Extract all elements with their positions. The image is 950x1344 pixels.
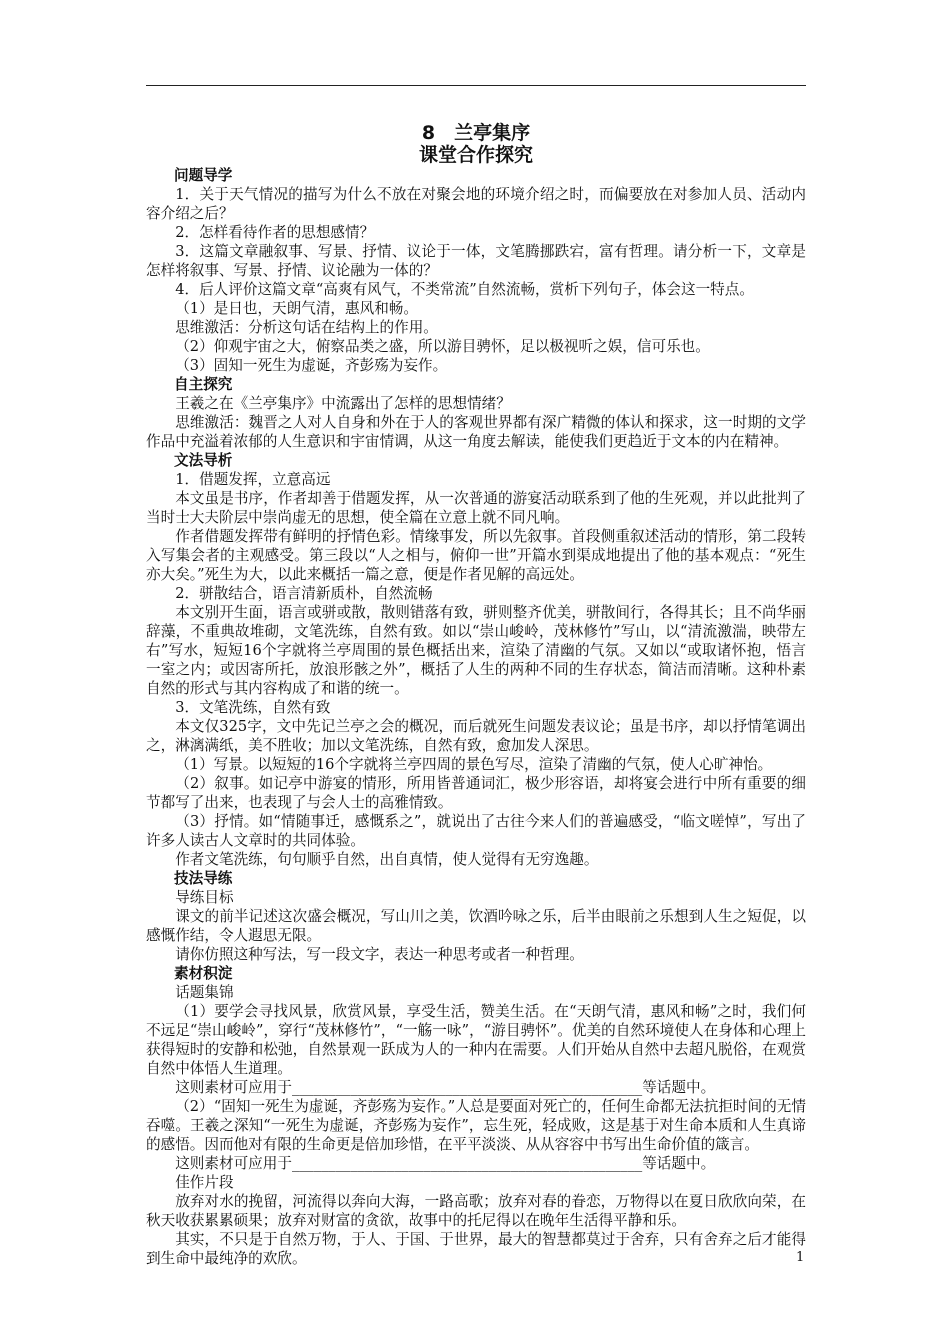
section-heading: 问题导学 <box>174 167 233 184</box>
paragraph: 导练目标 <box>175 889 234 906</box>
paragraph: 3．文笔洗练，自然有致 <box>175 699 331 716</box>
paragraph: 思维激活：魏晋之人对人自身和外在于人的客观世界都有深广精微的体认和探求，这一时期的文学作品中充溢着浓郁的人生意识和宇宙情调，从这一角度去解读，能使我们更趋近于文本的内在精神。 <box>146 414 806 450</box>
paragraph: （2）仰观宇宙之大，俯察品类之盛，所以游目骋怀，足以极视听之娱，信可乐也。 <box>175 338 710 355</box>
title-number: 8 兰亭集序 <box>421 122 531 144</box>
paragraph: （2）“固知一死生为虚诞，齐彭殇为妄作。”人总是要面对死亡的，任何生命都无法抗拒时间的无情吞噬。王羲之深知“一死生为虚诞，齐彭殇为妄作”，忘生死，轻成败，这是基于对生命本质和人生真谛的感悟。因而他对有限的生命更是倍加珍惜，在平平淡淡、从从容容中书写出生命价值的箴言。 <box>146 1098 806 1153</box>
header-rule <box>146 85 806 86</box>
paragraph: 佳作片段 <box>175 1174 234 1191</box>
section-heading: 技法导练 <box>174 870 233 887</box>
paragraph: （3）固知一死生为虚诞，齐彭殇为妄作。 <box>175 357 448 374</box>
paragraph: 作者文笔洗练，句句顺乎自然，出自真情，使人觉得有无穷逸趣。 <box>175 851 599 868</box>
section-heading: 自主探究 <box>174 376 233 393</box>
document-page <box>146 122 806 1268</box>
paragraph: （2）叙事。如记亭中游宴的情形，所用皆普通词汇，极少形容语，却将宴会进行中所有重要的细节都写了出来，也表现了与会人士的高雅情致。 <box>146 775 806 811</box>
paragraph: 4．后人评价这篇文章“高爽有风气，不类常流”自然流畅，赏析下列句子，体会这一特点。 <box>175 281 754 298</box>
paragraph: 1．借题发挥，立意高远 <box>175 471 331 488</box>
page-number: 1 <box>796 1250 805 1265</box>
paragraph: 2．骈散结合，语言清新质朴，自然流畅 <box>175 585 433 602</box>
title-subtitle: 课堂合作探究 <box>418 144 533 166</box>
paragraph: 请你仿照这种写法，写一段文字，表达一种思考或者一种哲理。 <box>175 946 584 963</box>
paragraph: 1．关于天气情况的描写为什么不放在对聚会地的环境介绍之时，而偏要放在对参加人员、活动内容介绍之后？ <box>146 186 806 222</box>
paragraph: 本文仅325字，文中先记兰亭之会的概况，而后就死生问题发表议论；虽是书序，却以抒情笔调出之，淋漓满纸，美不胜收；加以文笔洗练，自然有致，愈加发人深思。 <box>146 718 806 754</box>
document-body <box>146 166 806 1268</box>
section-heading: 文法导析 <box>174 452 233 469</box>
paragraph: 3．这篇文章融叙事、写景、抒情、议论于一体，文笔腾挪跌宕，富有哲理。请分析一下，文章是怎样将叙事、写景、抒情、议论融为一体的？ <box>146 243 806 279</box>
paragraph: 本文别开生面，语言或骈或散，散则错落有致，骈则整齐优美，骈散间行，各得其长；且不尚华丽辞藻，不重典故堆砌，文笔洗练，自然有致。如以“崇山峻岭，茂林修竹”写山，以“清流激湍，映带左右”写水，短短16个字就将兰亭周围的景色概括出来，渲染了清幽的气氛。又如以“或取诸怀抱，悟言一室之内；或因寄所托，放浪形骸之外”，概括了人生的两种不同的生存状态，简洁而清晰。这种朴素自然的形式与其内容构成了和谐的统一。 <box>146 604 806 697</box>
paragraph: 本文虽是书序，作者却善于借题发挥，从一次普通的游宴活动联系到了他的生死观，并以此批判了当时士大夫阶层中崇尚虚无的思想，使全篇在立意上就不同凡响。 <box>146 490 806 526</box>
paragraph: 思维激活：分析这句话在结构上的作用。 <box>175 319 438 336</box>
paragraph: 课文的前半记述这次盛会概况，写山川之美，饮酒吟咏之乐，后半由眼前之乐想到人生之短促，以感慨作结，令人遐思无限。 <box>146 908 806 944</box>
paragraph: （1）是日也，天朗气清，惠风和畅。 <box>175 300 418 317</box>
paragraph: 放弃对水的挽留，河流得以奔向大海，一路高歌；放弃对春的眷恋，万物得以在夏日欣欣向荣，在秋天收获累累硕果；放弃对财富的贪欲，故事中的托尼得以在晚年生活得平静和乐。 <box>146 1193 806 1229</box>
paragraph: 这则素材可应用于________________________________________________等话题中。 <box>175 1079 716 1096</box>
paragraph: （1）写景。以短短的16个字就将兰亭四周的景色写尽，渲染了清幽的气氛，使人心旷神怡。 <box>175 756 773 773</box>
paragraph: （3）抒情。如“情随事迁，感慨系之”，就说出了古往今来人们的普遍感受，“临文嗟悼”，写出了许多人读古人文章时的共同体验。 <box>146 813 806 849</box>
section-heading: 素材积淀 <box>174 965 233 982</box>
paragraph: 话题集锦 <box>175 984 234 1001</box>
paragraph: 2．怎样看待作者的思想感情？ <box>175 224 375 241</box>
paragraph: （1）要学会寻找风景，欣赏风景，享受生活，赞美生活。在“天朗气清，惠风和畅”之时，我们何不远足“崇山峻岭”，穿行“茂林修竹”，“一觞一咏”，“游目骋怀”。优美的自然环境使人在身体和心理上获得短时的安静和松弛，自然景观一跃成为人的一种内在需要。人们开始从自然中去超凡脱俗，在观赏自然中体悟人生道理。 <box>146 1003 806 1077</box>
paragraph: 作者借题发挥带有鲜明的抒情色彩。情缘事发，所以先叙事。首段侧重叙述活动的情形，第二段转入写集会者的主观感受。第三段以“人之相与，俯仰一世”开篇水到渠成地提出了他的基本观点：“死生亦大矣。”死生为大，以此来概括一篇之意，便是作者见解的高远处。 <box>146 528 806 583</box>
paragraph: 这则素材可应用于________________________________________________等话题中。 <box>175 1155 716 1172</box>
paragraph: 王羲之在《兰亭集序》中流露出了怎样的思想情绪？ <box>175 395 511 412</box>
paragraph: 其实，不只是于自然万物，于人、于国、于世界，最大的智慧都莫过于舍弃，只有舍弃之后才能得到生命中最纯净的欢欣。 <box>146 1231 806 1267</box>
